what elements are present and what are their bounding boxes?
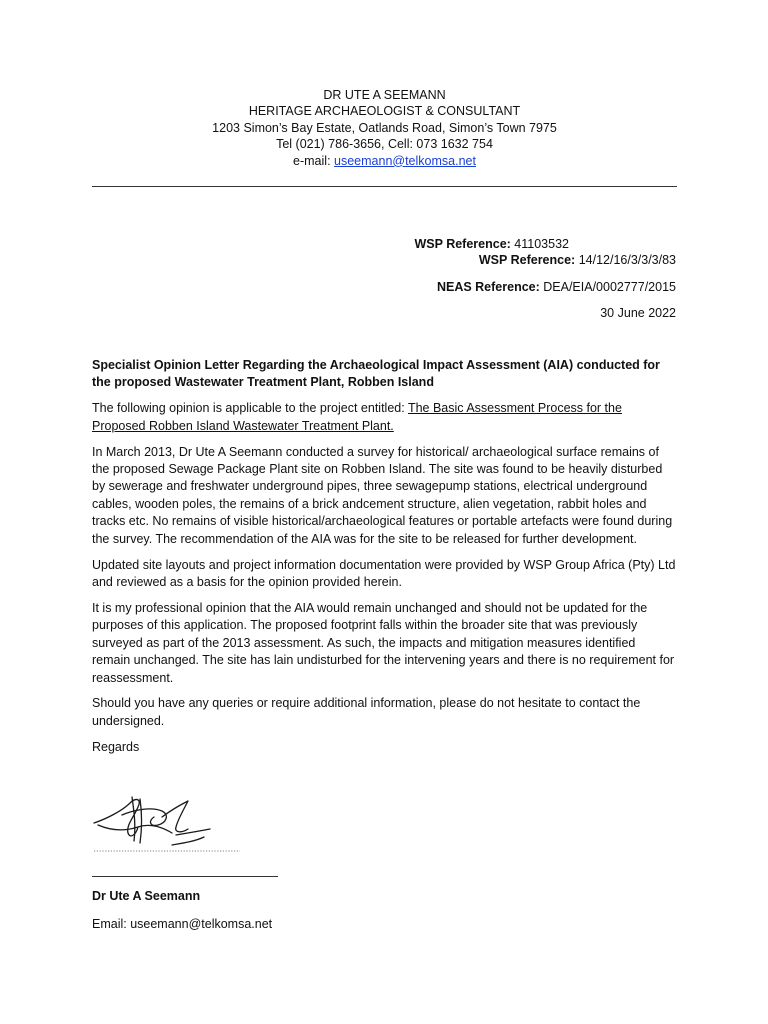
neas-reference-value: DEA/EIA/0002777/2015 [539,279,676,294]
contact-paragraph: Should you have any queries or require additional information, please do not hesitate to contact the undersigned. [92,696,641,728]
reference-gap-2 [256,295,676,305]
letter-date: 30 June 2022 [600,306,676,321]
opinion-paragraph: It is my professional opinion that the AIA would remain unchanged and should not be updated for the purposes of this application. The proposed footprint falls within the broader site that was previously surveyed as part of the 2013 assessment. As such, the impacts and mitigation measures identified remain unchanged. The site has lain undisturbed for the intervening years and there is no requirement for reassessment. [92,600,675,685]
wsp-reference-2-value: 14/12/16/3/3/3/83 [575,253,676,268]
header-divider [92,186,677,187]
letterhead-phone: Tel (021) 786-3656, Cell: 073 1632 754 [276,137,493,152]
reference-gap [256,269,676,279]
documentation-paragraph: Updated site layouts and project information documentation were provided by WSP Group Africa (Pty) Ltd and reviewed as a basis for the opinion provided herein. [92,557,676,589]
survey-paragraph: In March 2013, Dr Ute A Seemann conducted a survey for historical/ archaeological surface remains of the proposed Sewage Package Plant site on Robben Island. The site was found to be heavily disturbed by sewerage and freshwater underground pipes, three sewagepump stations, electrical underground cables, wooden poles, the remains of a brick andcement structure, alien vegetation, rabbit holes and tracks etc. No remains of visible historical/archaeological features or portable artefacts were found during the survey. The recommendation of the AIA was for the site to be released for further development. [92,444,673,546]
wsp-reference-1-label: WSP Reference: [414,237,511,251]
wsp-reference-1 [256,236,676,252]
letterhead-name: DR UTE A SEEMANN [323,88,446,102]
signer-name: Dr Ute A Seemann [92,889,201,903]
intro-prefix: The following opinion is applicable to the project entitled: [92,401,408,416]
letterhead-title: HERITAGE ARCHAEOLOGIST & CONSULTANT [248,104,521,119]
wsp-reference-2 [256,252,676,268]
letterhead [92,87,677,169]
signature-line [92,876,278,877]
handwritten-signature [92,793,242,855]
reference-block [256,236,676,322]
closing-line: Regards [92,739,140,754]
email-link[interactable]: useemann@telkomsa.net [334,153,476,168]
letterhead-address: 1203 Simon’s Bay Estate, Oatlands Road, Simon’s Town 7975 [212,120,557,135]
wsp-reference-2-label: WSP Reference: [478,253,576,268]
neas-reference-label: NEAS Reference: [436,279,540,294]
neas-reference [256,279,676,295]
wsp-reference-1-value: 41103532 [510,237,569,251]
project-title: The Basic Assessment Process for the Proposed Robben Island Wastewater Treatment Plant. [92,401,622,433]
letterhead-email-line [92,153,677,169]
letter-body [92,357,677,765]
signer-email: Email: useemann@telkomsa.net [92,917,273,931]
intro-paragraph [92,400,677,435]
subject-line: Specialist Opinion Letter Regarding the Archaeological Impact Assessment (AIA) conducted for the proposed Wastewater Treatment Plant, Robben Island [92,358,660,390]
email-label: e-mail: [293,153,335,168]
